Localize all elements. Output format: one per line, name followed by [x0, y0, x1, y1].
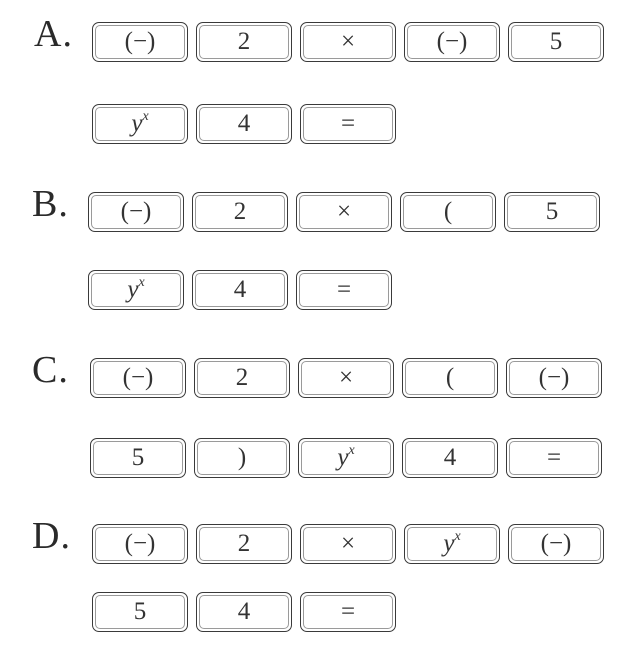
digit-key[interactable] [504, 192, 600, 232]
key-row [88, 192, 600, 232]
digit-key[interactable] [196, 104, 292, 144]
power-label [337, 444, 354, 472]
key-label: = [340, 598, 356, 625]
digit-key[interactable] [196, 524, 292, 564]
digit-key[interactable] [90, 438, 186, 478]
power-label [443, 530, 460, 558]
key-label: 4 [237, 110, 251, 137]
multiply-key[interactable] [296, 192, 392, 232]
digit-key[interactable] [402, 438, 498, 478]
power-base: y [127, 276, 139, 303]
digit-key[interactable] [192, 270, 288, 310]
power-base: y [337, 444, 349, 471]
key-label: (−) [540, 530, 572, 557]
key-label: = [336, 276, 352, 303]
negative-key[interactable] [90, 358, 186, 398]
digit-key[interactable] [192, 192, 288, 232]
power-exponent: x [138, 274, 145, 290]
key-label: × [336, 198, 352, 225]
option-label: D. [32, 515, 71, 557]
key-label: (−) [120, 198, 152, 225]
power-label [131, 110, 148, 138]
power-base: y [131, 110, 143, 137]
key-label: 2 [235, 364, 249, 391]
key-label: (−) [436, 28, 468, 55]
key-row [92, 524, 604, 564]
power-base: y [443, 530, 455, 557]
key-label: 4 [233, 276, 247, 303]
negative-key[interactable] [92, 22, 188, 62]
key-row [92, 592, 396, 632]
digit-key[interactable] [196, 592, 292, 632]
digit-key[interactable] [508, 22, 604, 62]
key-label: 5 [131, 444, 145, 471]
negative-key[interactable] [92, 524, 188, 564]
key-label: 4 [237, 598, 251, 625]
negative-key[interactable] [88, 192, 184, 232]
option-label: A. [34, 13, 73, 55]
equals-key[interactable] [300, 592, 396, 632]
power-exponent: x [348, 442, 355, 458]
key-label: ( [443, 198, 453, 225]
power-key[interactable] [298, 438, 394, 478]
multiply-key[interactable] [298, 358, 394, 398]
key-label: (−) [538, 364, 570, 391]
option-label: C. [32, 349, 69, 391]
key-row [92, 104, 396, 144]
key-label: 2 [233, 198, 247, 225]
key-label: 2 [237, 530, 251, 557]
option-label: B. [32, 183, 69, 225]
open-paren-key[interactable] [402, 358, 498, 398]
power-key[interactable] [92, 104, 188, 144]
key-label: 5 [549, 28, 563, 55]
key-label: ( [445, 364, 455, 391]
power-key[interactable] [404, 524, 500, 564]
key-label: = [340, 110, 356, 137]
multiply-key[interactable] [300, 524, 396, 564]
key-label: 4 [443, 444, 457, 471]
key-row [90, 438, 602, 478]
negative-key[interactable] [506, 358, 602, 398]
negative-key[interactable] [404, 22, 500, 62]
key-label: (−) [124, 530, 156, 557]
key-row [92, 22, 604, 62]
multiply-key[interactable] [300, 22, 396, 62]
digit-key[interactable] [194, 358, 290, 398]
key-label: (−) [122, 364, 154, 391]
power-exponent: x [142, 108, 149, 124]
key-label: × [338, 364, 354, 391]
power-label [127, 276, 144, 304]
equals-key[interactable] [296, 270, 392, 310]
key-label: × [340, 530, 356, 557]
key-label: 5 [545, 198, 559, 225]
key-row [88, 270, 392, 310]
equals-key[interactable] [300, 104, 396, 144]
key-label: ) [237, 444, 247, 471]
key-label: (−) [124, 28, 156, 55]
digit-key[interactable] [92, 592, 188, 632]
digit-key[interactable] [196, 22, 292, 62]
open-paren-key[interactable] [400, 192, 496, 232]
close-paren-key[interactable] [194, 438, 290, 478]
key-label: × [340, 28, 356, 55]
power-exponent: x [454, 528, 461, 544]
power-key[interactable] [88, 270, 184, 310]
equals-key[interactable] [506, 438, 602, 478]
key-label: 2 [237, 28, 251, 55]
key-label: 5 [133, 598, 147, 625]
key-row [90, 358, 602, 398]
key-label: = [546, 444, 562, 471]
negative-key[interactable] [508, 524, 604, 564]
